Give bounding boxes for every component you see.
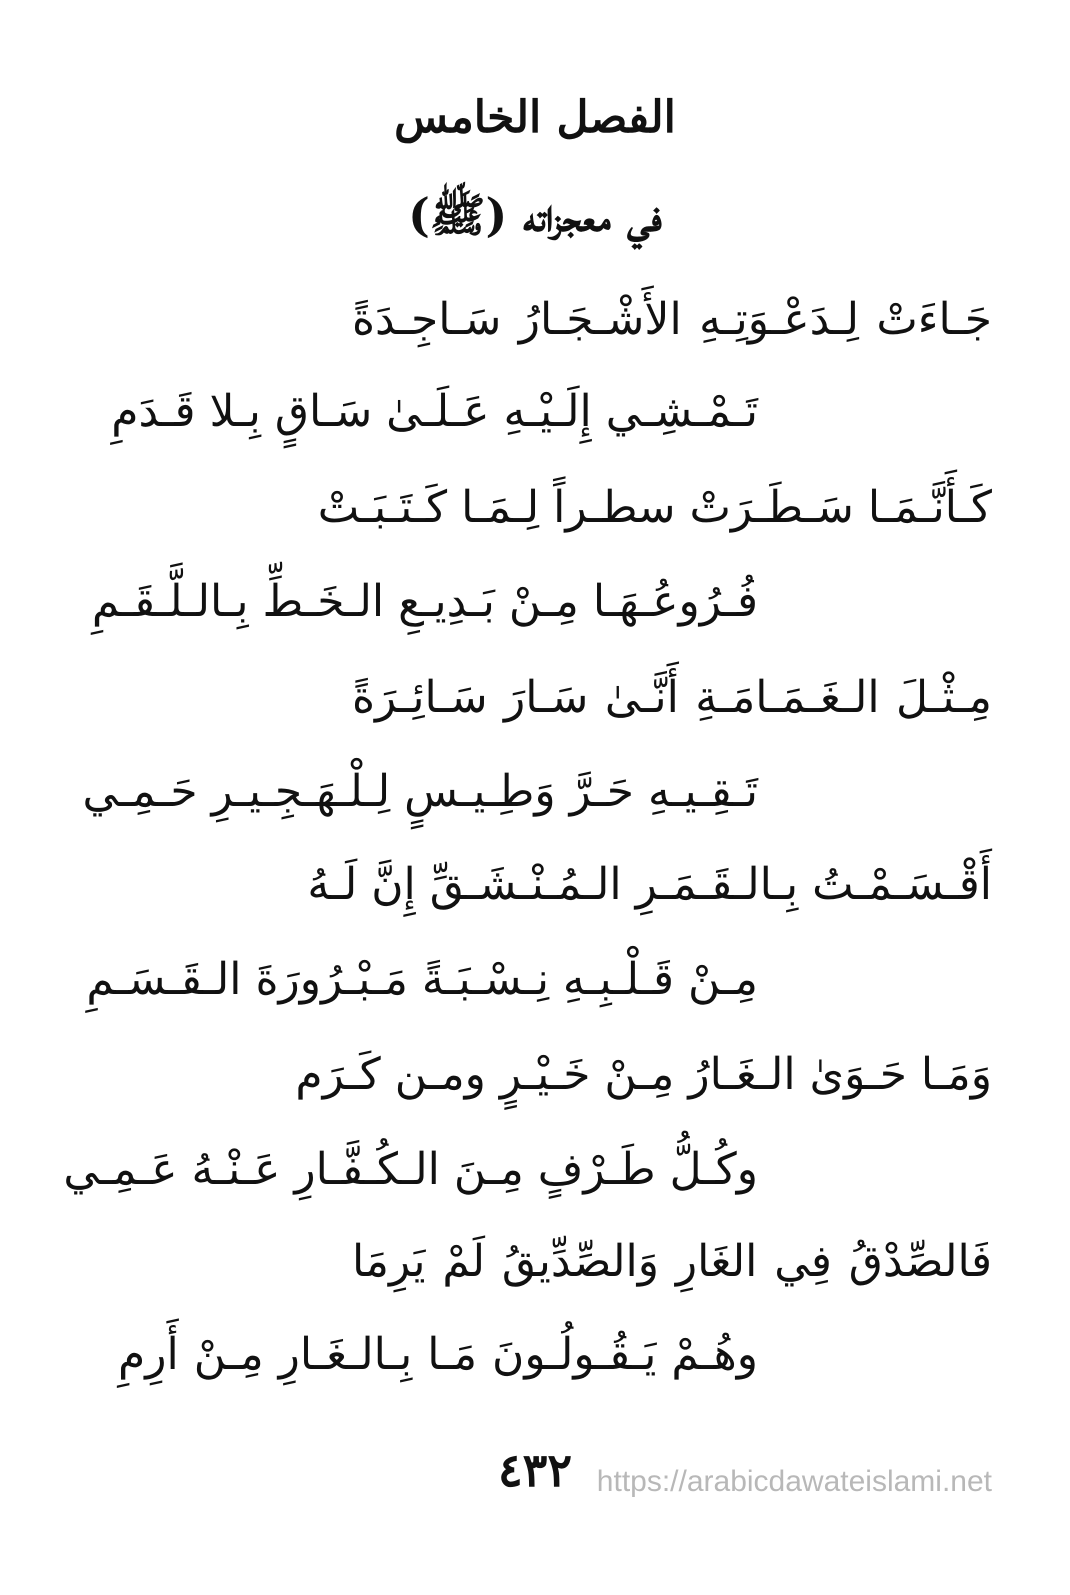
- verse-line: أَقْـسَـمْـتُ بِـالـقَـمَـرِ الـمُـنْـشَـقِّ إِنَّ لَـهُ: [307, 859, 992, 910]
- page-number: ٤٣٢: [497, 1443, 573, 1497]
- verse-line: مِـثْـلَ الـغَـمَـامَـةِ أَنَّـىٰ سَـارَ سَـائِـرَةً: [352, 672, 992, 723]
- verse-line: تَـمْـشِـي إِلَـيْـهِ عَـلَـىٰ سَـاقٍ بِـلا قَـدَمِ: [111, 386, 758, 437]
- chapter-subtitle: في معجزاته (ﷺ): [408, 188, 662, 242]
- verse-line: فُـرُوعُـهَـا مِـنْ بَـدِيـعِ الـخَـطِّ بِـالـلَّـقَـمِ: [91, 576, 758, 627]
- verse-line: فَالصِّدْقُ فِي الغَارِ وَالصِّدِّيقُ لَمْ يَرِمَا: [352, 1236, 992, 1287]
- verse-line: مِـنْ قَـلْـبِـهِ نِـسْـبَـةً مَـبْـرُورَةَ الـقَـسَـمِ: [86, 954, 758, 1005]
- verse-line: جَـاءَتْ لِـدَعْـوَتِـهِ الأَشْـجَـارُ سَـاجِـدَةً: [352, 294, 992, 345]
- verse-line: تَـقِـيـهِ حَـرَّ وَطِـيـسٍ لِـلْـهَـجِـيـرِ حَـمِـي: [82, 766, 758, 817]
- verse-line: وهُـمْ يَـقُـولُـونَ مَـا بِـالـغَـارِ مِـنْ أَرِمِ: [118, 1329, 758, 1380]
- chapter-title: الفصل الخامس: [394, 92, 676, 143]
- verse-line: وكُـلُّ طَـرْفٍ مِـنَ الـكُـفَّـارِ عَـنْـهُ عَـمِـي: [63, 1144, 758, 1195]
- verse-line: كَـأَنَّـمَـا سَـطَـرَتْ سطـراً لِـمَـا كَـتَـبَـتْ: [317, 482, 992, 533]
- verse-line: وَمَـا حَـوَىٰ الـغَـارُ مِـنْ خَـيْـرٍ ومـن كَـرَم: [295, 1049, 992, 1100]
- watermark-url: https://arabicdawateislami.net: [596, 1465, 992, 1498]
